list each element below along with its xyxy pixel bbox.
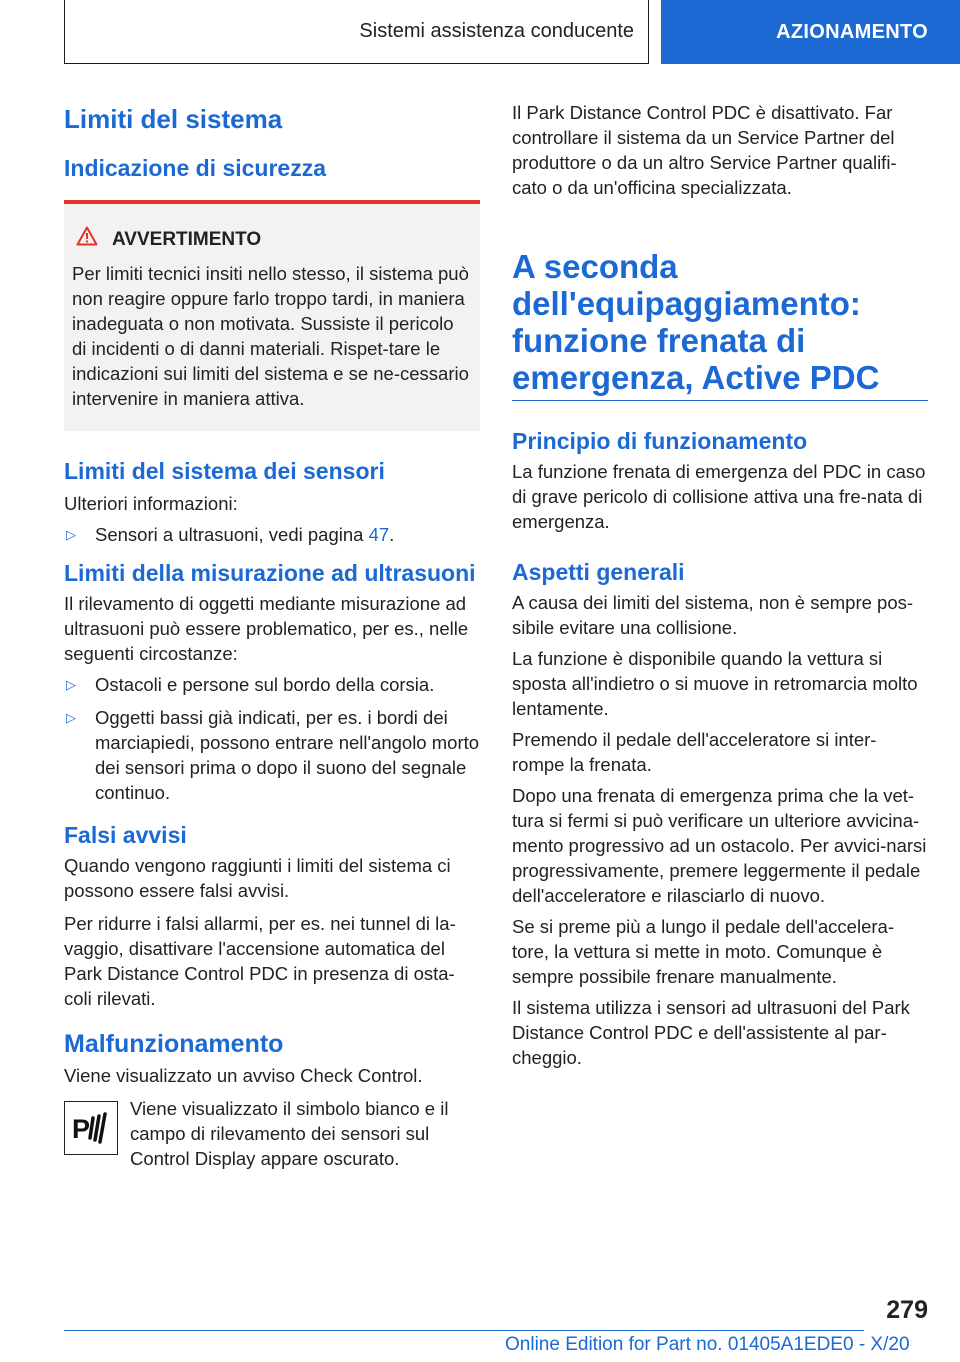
pdc-deactivated-text: Il Park Distance Control PDC è disattivato. Far controllare il sistema da un Service Partner del produttore o da un altro Service Partner qualifi-cato o da un'officina specializzata. [512,102,897,198]
header-chapter-title: AZIONAMENTO [776,20,928,43]
footer-divider [64,1330,864,1331]
list-item: ▷ Ostacoli e persone sul bordo della corsia. [66,674,435,695]
warning-box [64,200,480,431]
warning-text: Per limiti tecnici insiti nello stesso, il sistema può non reagire oppure farlo troppo tardi, in maniera inadeguata o non motivata. Sussiste il pericolo di incidenti o di danni materiali. Rispet-tare le indicazioni sui limiti del sistema e se ne-cessario intervenire in maniera attiva. [72,263,469,409]
sensor-bullet-list [64,522,480,547]
warning-title-row [72,226,472,253]
heading-ultrasound-limits: Limiti della misurazione ad ultrasuoni [64,560,476,586]
ultrasound-bullet-list [64,672,480,805]
right-column [512,100,928,1070]
malfunction-text-1: Viene visualizzato un avviso Check Control. [64,1065,423,1086]
left-column [64,100,480,1171]
more-info-text: Ulteriori informazioni: [64,493,238,514]
general-text-1: A causa dei limiti del sistema, non è sempre pos-sibile evitare una collisione. [512,592,914,638]
bullet-triangle-icon: ▷ [66,710,76,725]
bullet-triangle-icon: ▷ [66,527,76,542]
heading-sensor-limits: Limiti del sistema dei sensori [64,458,385,484]
heading-false-warnings: Falsi avvisi [64,822,187,848]
footer-edition: Online Edition for Part no. 01405A1EDE0 - X/20 [505,1334,910,1355]
pdc-symbol-row [64,1096,480,1171]
heading-system-limits: Limiti del sistema [64,104,283,134]
warning-triangle-icon [72,226,112,253]
heading-malfunction: Malfunzionamento [64,1030,284,1058]
header-section-title: Sistemi assistenza conducente [359,20,634,42]
heading-general-aspects: Aspetti generali [512,559,685,585]
list-item: ▷ Oggetti bassi già indicati, per es. i bordi dei marciapiedi, possono entrare nell'angolo morto dei sensori prima o dopo il suono del segnale continuo. [66,707,480,803]
general-text-6: Il sistema utilizza i sensori ad ultrasuoni del Park Distance Control PDC e dell'assistente al par-cheggio. [512,997,910,1068]
page-number: 279 [886,1296,928,1324]
page-link[interactable]: 47 [368,524,390,545]
ultrasound-text: Il rilevamento di oggetti mediante misurazione ad ultrasuoni può essere problematico, per es., nelle seguenti circostanze: [64,593,469,664]
malfunction-text-2: Viene visualizzato il simbolo bianco e il campo di rilevamento dei sensori sul Control Display appare oscurato. [130,1098,449,1169]
header-section-tab [64,0,649,64]
header-chapter-tab [661,0,960,64]
heading-operating-principle: Principio di funzionamento [512,428,808,454]
false-warnings-text-1: Quando vengono raggiunti i limiti del sistema ci possono essere falsi avvisi. [64,855,451,901]
heading-emergency-braking: A seconda dell'equipaggiamento: funzione frenata di emergenza, Active PDC [512,248,928,401]
principle-text: La funzione frenata di emergenza del PDC in caso di grave pericolo di collisione attiva una fre-nata di emergenza. [512,461,926,532]
general-text-3: Premendo il pedale dell'acceleratore si inter-rompe la frenata. [512,729,877,775]
false-warnings-text-2: Per ridurre i falsi allarmi, per es. nei tunnel di la-vaggio, disattivare l'accensione automatica del Park Distance Control PDC in presenza di osta-coli rilevati. [64,913,456,1009]
heading-safety: Indicazione di sicurezza [64,155,327,181]
warning-title: AVVERTIMENTO [112,228,262,250]
bullet-triangle-icon: ▷ [66,677,76,692]
general-text-2: La funzione è disponibile quando la vettura si sposta all'indietro o si muove in retromarcia molto lentamente. [512,648,918,719]
list-item: ▷ Sensori a ultrasuoni, vedi pagina 47. [66,524,395,545]
general-text-5: Se si preme più a lungo il pedale dell'accelera-tore, la vettura si mette in moto. Comunque è sempre possibile frenare manualmente. [512,916,894,987]
svg-text:P: P [72,1114,91,1144]
general-text-4: Dopo una frenata di emergenza prima che la vet-tura si fermi si può verificare un ulteriore avvicina-mento progressivo ad un ostacolo. Per avvici-narsi progressivamente, premere leggermente il pedale dell'acceleratore e rilasciarlo di nuovo. [512,785,927,906]
pdc-warning-icon [64,1101,118,1155]
